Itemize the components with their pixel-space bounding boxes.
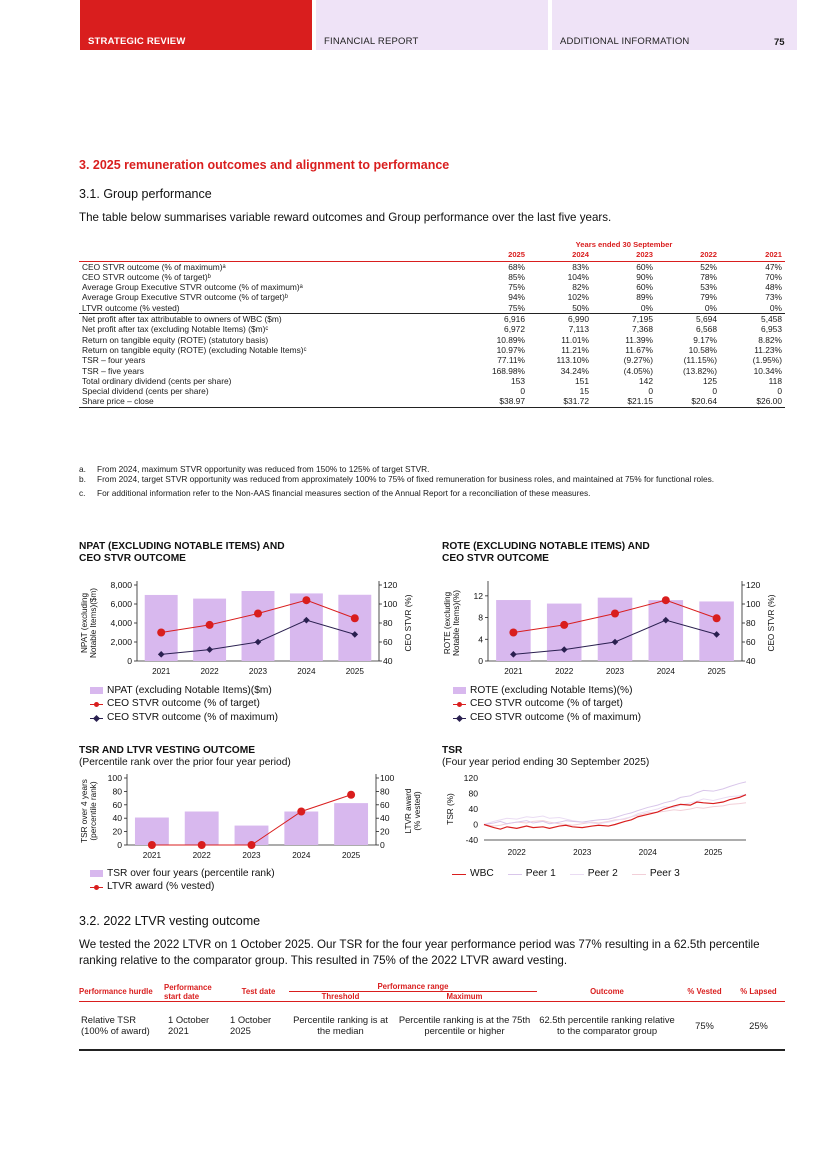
row-value: $31.72	[528, 396, 592, 407]
footnotes	[79, 464, 791, 498]
legend-swatch-peer3	[632, 870, 646, 878]
row-value: 6,990	[528, 314, 592, 325]
row-value: 0	[520, 386, 525, 397]
legend-swatch-wbc	[452, 870, 466, 878]
row-value: 75%	[508, 282, 525, 293]
row-value: (1.95%)	[752, 355, 782, 366]
row-value: 7,368	[632, 324, 653, 335]
tsr-ltvr-title-line1: TSR AND LTVR VESTING OUTCOME	[79, 745, 256, 756]
legend-item	[508, 867, 556, 880]
section-title: 3. 2025 remuneration outcomes and alignment to performance	[79, 158, 450, 172]
footnote-letter: c.	[79, 487, 86, 498]
hdr-maximum: Maximum	[446, 992, 483, 1001]
bar	[334, 803, 368, 845]
y2-axis-label: CEO STVR (%)	[404, 594, 413, 652]
y-axis-label: NPAT (excluding	[80, 592, 89, 654]
hdr-vested: % Vested	[687, 987, 722, 996]
legend-swatch-bar	[90, 687, 103, 694]
y-axis-label: TSR over 4 years	[80, 779, 89, 843]
row-value: 10.34%	[753, 365, 782, 376]
legend-label: CEO STVR outcome (% of target)	[470, 698, 623, 710]
row-value: (13.82%)	[683, 365, 717, 376]
legend-label: LTVR award (% vested)	[107, 881, 215, 893]
row-value: 34.24%	[560, 365, 589, 376]
row-value: $20.64	[656, 396, 720, 407]
legend-label: NPAT (excluding Notable Items)($m)	[107, 685, 272, 696]
row-value: 7,195	[592, 314, 656, 325]
point-red	[254, 610, 262, 618]
legend-swatch-red-line	[453, 700, 466, 708]
left-tick-label: 12	[473, 590, 483, 601]
row-value: 89%	[636, 292, 653, 303]
right-tick-label: 80	[380, 786, 390, 797]
legend-item	[632, 867, 680, 880]
row-value: 0%	[704, 302, 717, 313]
cell-outcome: 62.5th percentile ranking relative to the comparator group	[537, 1002, 677, 1050]
npat-chart-title	[79, 541, 285, 565]
row-value: $26.00	[720, 396, 785, 407]
row-value: 0%	[640, 302, 653, 313]
legend-item	[90, 684, 278, 697]
table-row	[79, 303, 785, 314]
npat-chart	[79, 576, 424, 682]
legend-label: CEO STVR outcome (% of maximum)	[470, 711, 641, 723]
right-tick-label: 80	[746, 618, 756, 628]
left-tick-label: 0	[117, 840, 122, 850]
left-tick-label: 4,000	[110, 618, 132, 628]
row-label: Special dividend (cents per share)	[82, 386, 209, 397]
legend-item	[453, 684, 641, 697]
rote-title-line2: CEO STVR OUTCOME	[442, 553, 549, 564]
right-tick-label: 40	[383, 656, 393, 666]
left-tick-label: 0	[478, 656, 483, 666]
legend-label: Peer 1	[525, 868, 556, 879]
y2-axis-label: CEO STVR (%)	[767, 594, 776, 652]
footnote-text: From 2024, target STVR opportunity was reduced from approximately 100% to 75% of fixed remuneration for business roles, and maintained at 75% for functional roles.	[97, 474, 715, 485]
hdr-range: Performance range	[289, 982, 537, 992]
x-tick-label: 2021	[504, 667, 523, 676]
row-value: 94%	[508, 292, 525, 303]
row-label: CEO STVR outcome (% of target)ᵇ	[82, 271, 211, 282]
nav-financial-label: FINANCIAL REPORT	[324, 36, 419, 47]
left-tick-label: 60	[112, 799, 122, 810]
ltvr-paragraph: We tested the 2022 LTVR on 1 October 2025. Our TSR for the four year performance period was 77% resulting in a 62.5th percentile ranking relative to the comparator group. This resulted in 75% of the 2022 LTVR award vesting.	[79, 938, 760, 967]
x-tick-label: 2025	[704, 848, 723, 857]
row-value: 5,458	[720, 314, 785, 325]
row-value: 10.58%	[688, 344, 717, 355]
right-tick-label: 120	[383, 580, 398, 590]
row-value: 118	[768, 375, 782, 386]
cell-threshold: Percentile ranking is at the median	[289, 1002, 392, 1050]
npat-legend	[90, 684, 278, 724]
point-red	[611, 610, 619, 618]
y2-axis-label: (% vested)	[413, 791, 422, 831]
footnote	[79, 464, 791, 474]
y-axis-label: ROTE (excluding	[443, 591, 452, 655]
legend-label: CEO STVR outcome (% of target)	[107, 698, 260, 710]
row-value: 0%	[769, 302, 782, 313]
x-tick-label: 2025	[341, 851, 361, 860]
row-value: 6,568	[696, 324, 717, 335]
legend-item	[453, 711, 641, 724]
row-value: 68%	[508, 261, 525, 272]
row-value: 8.82%	[758, 334, 782, 345]
footnote-letter: a.	[79, 464, 86, 474]
year-header: 2025	[449, 250, 528, 261]
left-tick-label: 20	[112, 826, 122, 837]
x-tick-label: 2025	[707, 667, 726, 676]
cell-lapsed: 25%	[732, 1002, 785, 1050]
row-label: CEO STVR outcome (% of maximum)ᵃ	[82, 261, 226, 272]
row-value: 79%	[700, 292, 717, 303]
table-row	[79, 366, 785, 376]
row-value: 6,916	[449, 314, 528, 325]
row-value: 168.98%	[491, 365, 525, 376]
row-value: (4.05%)	[623, 365, 653, 376]
table-row	[79, 282, 785, 292]
x-tick-label: 2025	[345, 667, 364, 676]
hdr-start: Performance start date	[164, 982, 212, 1001]
row-value: 53%	[700, 282, 717, 293]
cell-start: 1 October 2021	[164, 1002, 228, 1050]
right-tick-label: 100	[746, 599, 761, 609]
bar	[598, 598, 633, 661]
row-label: Net profit after tax (excluding Notable Items) ($m)ᶜ	[82, 324, 269, 335]
legend-item	[570, 867, 618, 880]
row-value: 82%	[572, 282, 589, 293]
cell-hurdle: Relative TSR (100% of award)	[79, 1002, 164, 1050]
point-red	[351, 614, 359, 622]
y-tick-label: 0	[473, 819, 478, 830]
table-row	[79, 376, 785, 386]
legend-swatch-bar	[90, 870, 103, 877]
row-value: 11.23%	[754, 344, 782, 355]
subsection-group-performance: 3.1. Group performance	[79, 187, 212, 201]
legend-label: Peer 2	[587, 868, 618, 879]
row-value: 70%	[765, 271, 782, 282]
year-header: 2022	[656, 250, 720, 261]
bar	[284, 812, 318, 846]
point-red	[662, 596, 670, 604]
bar	[242, 591, 275, 661]
row-value: 151	[575, 375, 589, 386]
row-value: 47%	[765, 261, 782, 272]
left-tick-label: 6,000	[110, 599, 132, 609]
row-label: LTVR outcome (% vested)	[82, 302, 180, 313]
rote-chart	[442, 576, 792, 682]
row-label: TSR – five years	[82, 365, 144, 376]
row-value: 15	[579, 386, 589, 397]
cell-maximum: Percentile ranking is at the 75th percentile or higher	[392, 1002, 537, 1050]
hdr-outcome: Outcome	[590, 987, 624, 996]
year-header: 2023	[592, 250, 656, 261]
hdr-hurdle: Performance hurdle	[79, 987, 153, 996]
bar	[338, 595, 371, 661]
tsr-ltvr-title-line2: (Percentile rank over the prior four year period)	[79, 757, 291, 768]
point-red	[297, 808, 305, 816]
y-tick-label: -40	[465, 835, 478, 845]
legend-label: CEO STVR outcome (% of maximum)	[107, 711, 278, 723]
tsr-title-line2: (Four year period ending 30 September 2025)	[442, 757, 650, 768]
left-tick-label: 2,000	[110, 637, 132, 647]
bar	[185, 812, 219, 846]
row-value: 48%	[765, 282, 782, 293]
x-tick-label: 2024	[656, 667, 675, 676]
legend-swatch-peer2	[570, 870, 584, 878]
right-tick-label: 100	[380, 773, 395, 783]
y-axis-label: Notable Items)(%)	[452, 590, 461, 656]
row-label: Share price – close	[79, 396, 449, 407]
row-value: 6,972	[504, 324, 525, 335]
series-line-peer-3	[484, 803, 746, 826]
legend-item	[90, 880, 275, 893]
x-tick-label: 2023	[573, 848, 592, 857]
row-value: 153	[511, 375, 525, 386]
row-value: 5,694	[656, 314, 720, 325]
y-axis-label: Notable Items)($m)	[89, 587, 98, 659]
row-value: (9.27%)	[623, 355, 653, 366]
row-label: Average Group Executive STVR outcome (% of maximum)ᵃ	[82, 282, 303, 293]
npat-title-line1: NPAT (EXCLUDING NOTABLE ITEMS) AND	[79, 541, 285, 552]
right-tick-label: 40	[380, 813, 390, 824]
point-red	[148, 841, 156, 849]
legend-swatch-peer1	[508, 870, 522, 878]
x-tick-label: 2023	[242, 851, 261, 860]
row-value: 113.10%	[556, 355, 589, 366]
row-value: 77.11%	[497, 355, 525, 366]
right-tick-label: 60	[380, 799, 390, 810]
x-tick-label: 2022	[192, 851, 211, 860]
row-value: 0	[712, 386, 717, 397]
tsr-ltvr-chart	[79, 770, 434, 866]
table-row	[79, 292, 785, 302]
row-value: 10.97%	[496, 344, 525, 355]
nav-strategic-review[interactable]	[80, 0, 312, 50]
left-tick-label: 8	[478, 612, 483, 623]
right-tick-label: 100	[383, 599, 398, 609]
y2-axis-label: LTVR award	[404, 788, 413, 834]
legend-item	[452, 867, 494, 880]
legend-swatch-red-line	[90, 700, 103, 708]
row-value: 90%	[636, 271, 653, 282]
row-value: 6,953	[761, 324, 782, 335]
x-tick-label: 2021	[152, 667, 171, 676]
row-label: Total ordinary dividend (cents per share)	[82, 375, 232, 386]
row-value: 75%	[508, 302, 525, 313]
point-red	[157, 629, 165, 637]
bar	[649, 600, 684, 661]
legend-item	[90, 711, 278, 724]
left-tick-label: 4	[478, 634, 483, 645]
point-red	[509, 629, 517, 637]
legend-label: WBC	[470, 868, 494, 879]
row-value: 60%	[636, 282, 653, 293]
point-red	[347, 791, 355, 799]
row-value: 0	[648, 386, 653, 397]
y-tick-label: 120	[463, 773, 478, 783]
tsr-title-line1: TSR	[442, 745, 463, 756]
legend-swatch-bar	[453, 687, 466, 694]
legend-swatch-red-line	[90, 883, 103, 891]
legend-item	[453, 697, 641, 710]
row-value: 50%	[572, 302, 589, 313]
row-value: 78%	[700, 271, 717, 282]
table-row	[79, 1002, 785, 1050]
row-value: 7,113	[568, 324, 589, 335]
row-label: Return on tangible equity (ROTE) (statutory basis)	[82, 334, 269, 345]
right-tick-label: 20	[380, 826, 390, 837]
x-tick-label: 2022	[555, 667, 574, 676]
x-tick-label: 2021	[142, 851, 162, 860]
x-tick-label: 2023	[248, 667, 268, 676]
y-tick-label: 40	[468, 804, 478, 814]
legend-swatch-navy-line	[90, 714, 103, 722]
row-value: 60%	[636, 261, 653, 272]
footnote-text: From 2024, maximum STVR opportunity was reduced from 150% to 125% of target STVR.	[97, 464, 430, 474]
footnote	[79, 474, 791, 484]
point-red	[206, 621, 214, 629]
point-red	[713, 614, 721, 622]
table-row	[79, 396, 785, 407]
table-row	[79, 386, 785, 396]
npat-title-line2: CEO STVR OUTCOME	[79, 553, 186, 564]
row-value: 85%	[508, 271, 525, 282]
rote-chart-title	[442, 541, 650, 565]
rote-title-line1: ROTE (EXCLUDING NOTABLE ITEMS) AND	[442, 541, 650, 552]
rote-legend	[453, 684, 641, 724]
point-red	[248, 841, 256, 849]
row-label: Average Group Executive STVR outcome (% of target)ᵇ	[82, 292, 288, 303]
year-header: 2024	[528, 250, 592, 261]
table-row	[79, 261, 785, 272]
nav-additional-label: ADDITIONAL INFORMATION	[560, 36, 690, 47]
row-value: 11.39%	[625, 334, 653, 345]
row-value: 0	[777, 386, 782, 397]
row-value: 10.89%	[496, 334, 525, 345]
page-number: 75	[774, 37, 785, 48]
point-red	[560, 621, 568, 629]
y-axis-label: (percentile rank)	[89, 781, 98, 841]
right-tick-label: 0	[380, 840, 385, 850]
tsr-ltvr-legend	[90, 867, 275, 894]
tsr-legend	[452, 867, 680, 880]
group-performance-table	[79, 240, 785, 408]
x-tick-label: 2024	[638, 848, 657, 857]
point-red	[302, 596, 310, 604]
table-row	[79, 314, 785, 325]
cell-vested: 75%	[677, 1002, 732, 1050]
row-value: $21.15	[592, 396, 656, 407]
left-tick-label: 8,000	[110, 580, 132, 590]
right-tick-label: 120	[746, 580, 761, 590]
table-row	[79, 345, 785, 355]
legend-item	[90, 867, 275, 880]
nav-additional-information[interactable]	[552, 0, 797, 50]
y-axis-label: TSR (%)	[446, 793, 455, 825]
row-value: 142	[639, 375, 653, 386]
year-header: 2021	[720, 250, 785, 261]
row-label: Net profit after tax attributable to owners of WBC ($m)	[79, 314, 449, 325]
left-tick-label: 80	[112, 786, 122, 797]
legend-label: Peer 3	[649, 868, 680, 879]
row-value: $38.97	[449, 396, 528, 407]
nav-strategic-label: STRATEGIC REVIEW	[88, 36, 186, 47]
legend-label: ROTE (excluding Notable Items)(%)	[470, 685, 633, 696]
row-value: 9.17%	[693, 334, 717, 345]
ltvr-vesting-table	[79, 982, 785, 1051]
x-tick-label: 2023	[605, 667, 625, 676]
row-value: 11.21%	[561, 344, 589, 355]
row-value: 125	[703, 375, 717, 386]
intro-paragraph: The table below summarises variable reward outcomes and Group performance over the last five years.	[79, 211, 612, 224]
table-row	[79, 355, 785, 365]
right-tick-label: 60	[383, 637, 393, 647]
tsr-ltvr-chart-title	[79, 745, 291, 769]
row-value: 11.67%	[625, 344, 653, 355]
right-tick-label: 40	[746, 656, 756, 666]
right-tick-label: 80	[383, 618, 393, 628]
table-row	[79, 272, 785, 282]
x-tick-label: 2024	[292, 851, 311, 860]
x-tick-label: 2024	[297, 667, 316, 676]
tsr-chart-title	[442, 745, 649, 769]
row-value: 104%	[567, 271, 589, 282]
nav-financial-report[interactable]	[316, 0, 548, 50]
right-tick-label: 60	[746, 637, 756, 647]
left-tick-label: 40	[112, 813, 122, 824]
x-tick-label: 2022	[507, 848, 526, 857]
table-row	[79, 335, 785, 345]
hdr-test: Test date	[241, 987, 276, 996]
footnote-text: For additional information refer to the Non-AAS financial measures section of the Annual Report for a reconciliation of these measures.	[97, 487, 591, 498]
row-value: 11.01%	[561, 334, 589, 345]
x-tick-label: 2022	[200, 667, 219, 676]
row-value: 83%	[572, 261, 589, 272]
subsection-ltvr-vesting: 3.2. 2022 LTVR vesting outcome	[79, 914, 261, 928]
footnote	[79, 488, 791, 498]
legend-label: TSR over four years (percentile rank)	[107, 868, 275, 879]
point-red	[198, 841, 206, 849]
hdr-lapsed: % Lapsed	[740, 987, 777, 996]
row-label: Return on tangible equity (ROTE) (excluding Notable Items)ᶜ	[82, 344, 307, 355]
row-value: 102%	[567, 292, 589, 303]
bar	[135, 818, 169, 845]
y-tick-label: 80	[468, 788, 478, 799]
years-ended-header: Years ended 30 September	[575, 240, 673, 249]
footnote-letter: b.	[79, 474, 86, 485]
hdr-threshold: Threshold	[321, 992, 360, 1001]
legend-swatch-navy-line	[453, 714, 466, 722]
row-label: TSR – four years	[82, 355, 146, 366]
cell-test: 1 October 2025	[228, 1002, 289, 1050]
row-value: 52%	[700, 261, 717, 272]
row-value: 73%	[765, 292, 782, 303]
legend-item	[90, 697, 278, 710]
tsr-line-chart	[442, 770, 792, 862]
table-row	[79, 324, 785, 334]
left-tick-label: 100	[107, 773, 122, 783]
left-tick-label: 0	[127, 656, 132, 666]
row-value: (11.15%)	[683, 355, 717, 366]
